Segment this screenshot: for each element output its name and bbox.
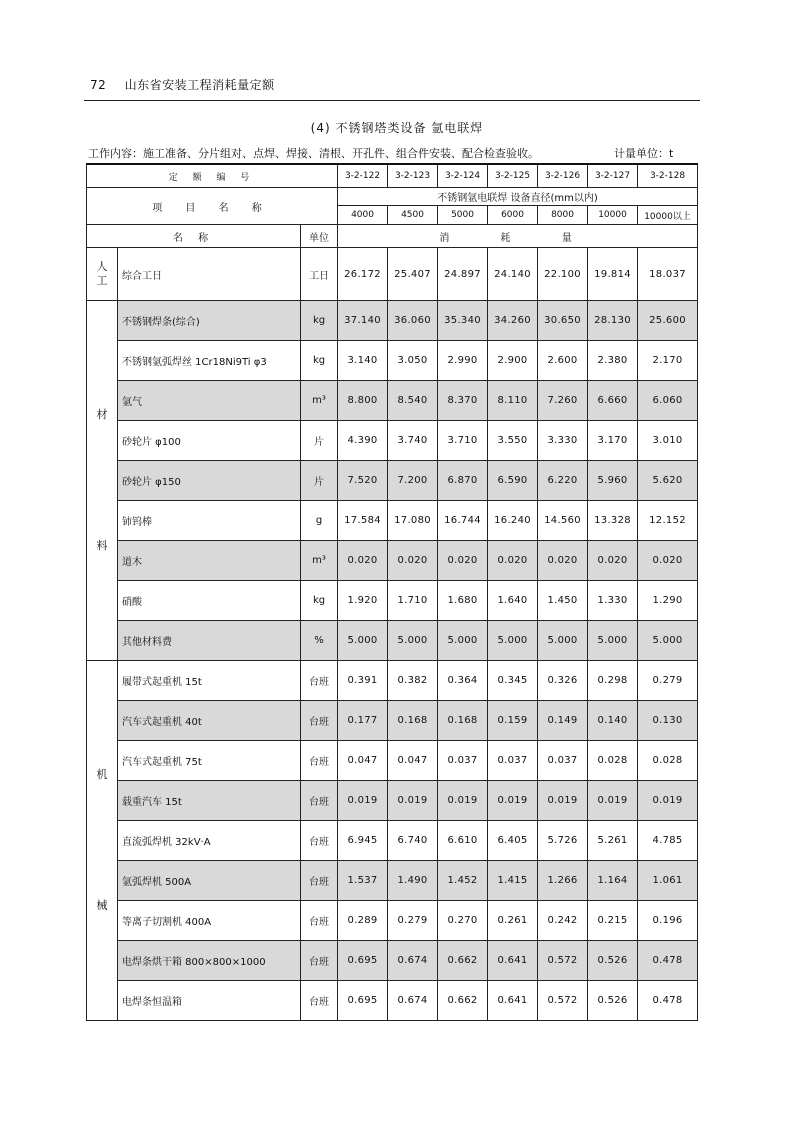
code-cell: 3-2-123 xyxy=(388,164,438,188)
consumption-value: 0.270 xyxy=(438,901,488,941)
consumption-value: 6.660 xyxy=(588,381,638,421)
item-name: 履带式起重机 15t xyxy=(118,661,301,701)
consumption-value: 0.526 xyxy=(588,941,638,981)
consumption-value: 2.990 xyxy=(438,341,488,381)
consumption-value: 6.945 xyxy=(338,821,388,861)
consumption-value: 6.610 xyxy=(438,821,488,861)
consumption-value: 0.047 xyxy=(338,741,388,781)
consumption-value: 16.744 xyxy=(438,501,488,541)
consumption-value: 1.710 xyxy=(388,581,438,621)
item-name: 不锈钢焊条(综合) xyxy=(118,301,301,341)
section-title: (4) 不锈钢塔类设备 氩电联焊 xyxy=(310,121,484,135)
consumption-value: 3.010 xyxy=(638,421,698,461)
item-name: 汽车式起重机 40t xyxy=(118,701,301,741)
item-unit: 片 xyxy=(301,461,338,501)
code-cell: 3-2-126 xyxy=(538,164,588,188)
consumption-value: 1.164 xyxy=(588,861,638,901)
consumption-value: 6.405 xyxy=(488,821,538,861)
item-unit: g xyxy=(301,501,338,541)
diameter-cell: 5000 xyxy=(438,206,488,225)
consumption-value: 8.800 xyxy=(338,381,388,421)
consumption-value: 0.037 xyxy=(488,741,538,781)
diameter-cell: 10000 xyxy=(588,206,638,225)
consumption-value: 25.407 xyxy=(388,248,438,301)
consumption-value: 6.870 xyxy=(438,461,488,501)
unit-column-header: 单位 xyxy=(301,225,338,248)
item-unit: 台班 xyxy=(301,701,338,741)
machinery-row xyxy=(87,901,698,941)
column-header-row xyxy=(87,225,698,248)
consumption-value: 5.000 xyxy=(438,621,488,661)
consumption-value: 16.240 xyxy=(488,501,538,541)
consumption-value: 0.020 xyxy=(338,541,388,581)
machinery-row xyxy=(87,941,698,981)
consumption-value: 0.242 xyxy=(538,901,588,941)
code-cell: 3-2-124 xyxy=(438,164,488,188)
consumption-value: 0.020 xyxy=(388,541,438,581)
item-unit: 台班 xyxy=(301,901,338,941)
page-header xyxy=(90,76,275,93)
consumption-value: 22.100 xyxy=(538,248,588,301)
consumption-value: 19.814 xyxy=(588,248,638,301)
diameter-cell: 10000以上 xyxy=(638,206,698,225)
consumption-value: 0.572 xyxy=(538,941,588,981)
item-name: 道木 xyxy=(118,541,301,581)
item-name: 砂轮片 φ150 xyxy=(118,461,301,501)
material-row xyxy=(87,461,698,501)
consumption-value: 0.364 xyxy=(438,661,488,701)
consumption-value: 0.019 xyxy=(538,781,588,821)
quota-table xyxy=(86,163,698,1021)
consumption-value: 0.215 xyxy=(588,901,638,941)
code-cell: 3-2-127 xyxy=(588,164,638,188)
consumption-value: 0.391 xyxy=(338,661,388,701)
group-char: 人 xyxy=(96,260,108,273)
item-name: 氩气 xyxy=(118,381,301,421)
page-number: 72 xyxy=(90,78,107,92)
consumption-value: 1.920 xyxy=(338,581,388,621)
group-char: 工 xyxy=(96,274,108,287)
material-row xyxy=(87,381,698,421)
consumption-value: 7.520 xyxy=(338,461,388,501)
code-cell: 3-2-125 xyxy=(488,164,538,188)
consumption-value: 3.740 xyxy=(388,421,438,461)
consumption-value: 0.037 xyxy=(538,741,588,781)
consumption-value: 0.019 xyxy=(388,781,438,821)
item-name: 直流弧焊机 32kV·A xyxy=(118,821,301,861)
consumption-value: 36.060 xyxy=(388,301,438,341)
consumption-value: 0.047 xyxy=(388,741,438,781)
consumption-value: 1.415 xyxy=(488,861,538,901)
consumption-value: 6.740 xyxy=(388,821,438,861)
material-row xyxy=(87,501,698,541)
consumption-value: 2.900 xyxy=(488,341,538,381)
consumption-value: 0.019 xyxy=(638,781,698,821)
consumption-value: 1.330 xyxy=(588,581,638,621)
consumption-value: 25.600 xyxy=(638,301,698,341)
material-row xyxy=(87,581,698,621)
consumption-value: 8.540 xyxy=(388,381,438,421)
consumption-value: 3.140 xyxy=(338,341,388,381)
machinery-row xyxy=(87,981,698,1021)
consumption-value: 14.560 xyxy=(538,501,588,541)
material-row xyxy=(87,301,698,341)
machinery-row xyxy=(87,861,698,901)
machinery-row xyxy=(87,781,698,821)
consumption-value: 5.960 xyxy=(588,461,638,501)
consumption-value: 0.695 xyxy=(338,941,388,981)
consumption-value: 1.640 xyxy=(488,581,538,621)
item-name-label: 项 目 名 称 xyxy=(87,188,338,225)
material-row xyxy=(87,421,698,461)
consumption-value: 1.452 xyxy=(438,861,488,901)
work-content: 工作内容：施工准备、分片组对、点焊、焊接、清根、开孔件、组合件安装、配合检查验收。 xyxy=(88,147,539,160)
consumption-value: 0.149 xyxy=(538,701,588,741)
item-unit: 台班 xyxy=(301,821,338,861)
consumption-value: 0.037 xyxy=(438,741,488,781)
consumption-value: 0.641 xyxy=(488,981,538,1021)
header-rule xyxy=(84,100,700,101)
group-char: 材 xyxy=(96,408,108,421)
machinery-row xyxy=(87,661,698,701)
consumption-value: 5.000 xyxy=(338,621,388,661)
consumption-value: 2.170 xyxy=(638,341,698,381)
item-unit: 台班 xyxy=(301,861,338,901)
consumption-value: 0.020 xyxy=(438,541,488,581)
consumption-value: 17.584 xyxy=(338,501,388,541)
code-cell: 3-2-128 xyxy=(638,164,698,188)
name-column-header: 名 称 xyxy=(87,225,301,248)
consumption-value: 0.572 xyxy=(538,981,588,1021)
consumption-value: 5.726 xyxy=(538,821,588,861)
consumption-value: 5.000 xyxy=(488,621,538,661)
material-row xyxy=(87,341,698,381)
item-name: 硝酸 xyxy=(118,581,301,621)
consumption-value: 37.140 xyxy=(338,301,388,341)
diameter-cell: 8000 xyxy=(538,206,588,225)
consumption-value: 0.028 xyxy=(638,741,698,781)
consumption-value: 0.662 xyxy=(438,981,488,1021)
item-unit: 台班 xyxy=(301,941,338,981)
consumption-value: 24.140 xyxy=(488,248,538,301)
consumption-value: 0.130 xyxy=(638,701,698,741)
consumption-value: 0.279 xyxy=(638,661,698,701)
consumption-value: 0.662 xyxy=(438,941,488,981)
machinery-row xyxy=(87,701,698,741)
consumption-value: 0.261 xyxy=(488,901,538,941)
consumption-value: 0.674 xyxy=(388,941,438,981)
diameter-cell: 6000 xyxy=(488,206,538,225)
consumption-value: 2.380 xyxy=(588,341,638,381)
consumption-value: 0.019 xyxy=(488,781,538,821)
item-unit: 片 xyxy=(301,421,338,461)
consumption-value: 0.526 xyxy=(588,981,638,1021)
book-title: 山东省安装工程消耗量定额 xyxy=(124,78,275,92)
consumption-value: 18.037 xyxy=(638,248,698,301)
consumption-value: 0.168 xyxy=(438,701,488,741)
consumption-value: 28.130 xyxy=(588,301,638,341)
consumption-value: 17.080 xyxy=(388,501,438,541)
consumption-value: 0.168 xyxy=(388,701,438,741)
consumption-value: 7.200 xyxy=(388,461,438,501)
consumption-value: 5.620 xyxy=(638,461,698,501)
diameter-cell: 4500 xyxy=(388,206,438,225)
consumption-value: 0.478 xyxy=(638,941,698,981)
consumption-value: 0.020 xyxy=(538,541,588,581)
consumption-value: 0.695 xyxy=(338,981,388,1021)
consumption-value: 34.260 xyxy=(488,301,538,341)
item-unit: kg xyxy=(301,301,338,341)
consumption-value: 3.170 xyxy=(588,421,638,461)
consumption-value: 0.028 xyxy=(588,741,638,781)
item-unit: 台班 xyxy=(301,741,338,781)
machinery-row xyxy=(87,741,698,781)
consumption-value: 5.000 xyxy=(538,621,588,661)
consumption-value: 24.897 xyxy=(438,248,488,301)
consumption-value: 0.641 xyxy=(488,941,538,981)
subheader-row xyxy=(87,188,698,206)
labor-group-label xyxy=(87,248,118,301)
consumption-value: 0.019 xyxy=(438,781,488,821)
item-name: 等离子切割机 400A xyxy=(118,901,301,941)
consumption-header: 消 耗 量 xyxy=(338,225,698,248)
consumption-value: 1.290 xyxy=(638,581,698,621)
group-char: 料 xyxy=(96,539,108,552)
consumption-value: 1.061 xyxy=(638,861,698,901)
item-name: 不锈钢氩弧焊丝 1Cr18Ni9Ti φ3 xyxy=(118,341,301,381)
item-name: 综合工日 xyxy=(118,248,301,301)
code-cell: 3-2-122 xyxy=(338,164,388,188)
consumption-value: 0.019 xyxy=(338,781,388,821)
item-unit: 台班 xyxy=(301,981,338,1021)
group-char: 械 xyxy=(96,899,108,912)
consumption-value: 0.326 xyxy=(538,661,588,701)
consumption-value: 0.674 xyxy=(388,981,438,1021)
material-group-label xyxy=(87,301,118,661)
diameter-cell: 4000 xyxy=(338,206,388,225)
consumption-value: 5.000 xyxy=(588,621,638,661)
material-row xyxy=(87,541,698,581)
item-name: 汽车式起重机 75t xyxy=(118,741,301,781)
item-name: 其他材料费 xyxy=(118,621,301,661)
consumption-value: 0.382 xyxy=(388,661,438,701)
consumption-value: 0.196 xyxy=(638,901,698,941)
item-unit: 工日 xyxy=(301,248,338,301)
consumption-value: 6.220 xyxy=(538,461,588,501)
consumption-value: 30.650 xyxy=(538,301,588,341)
code-row xyxy=(87,164,698,188)
consumption-value: 0.019 xyxy=(588,781,638,821)
consumption-value: 4.785 xyxy=(638,821,698,861)
item-unit: m³ xyxy=(301,541,338,581)
item-unit: m³ xyxy=(301,381,338,421)
item-unit: % xyxy=(301,621,338,661)
consumption-value: 0.140 xyxy=(588,701,638,741)
consumption-value: 0.345 xyxy=(488,661,538,701)
consumption-value: 8.110 xyxy=(488,381,538,421)
item-unit: 台班 xyxy=(301,781,338,821)
machinery-row xyxy=(87,821,698,861)
item-unit: kg xyxy=(301,341,338,381)
consumption-value: 2.600 xyxy=(538,341,588,381)
consumption-value: 26.172 xyxy=(338,248,388,301)
consumption-value: 35.340 xyxy=(438,301,488,341)
consumption-value: 1.537 xyxy=(338,861,388,901)
consumption-value: 5.261 xyxy=(588,821,638,861)
consumption-value: 6.060 xyxy=(638,381,698,421)
consumption-value: 0.289 xyxy=(338,901,388,941)
material-row xyxy=(87,621,698,661)
diameter-subheader: 不锈钢氩电联焊 设备直径(mm以内) xyxy=(338,188,698,206)
consumption-value: 3.050 xyxy=(388,341,438,381)
item-unit: kg xyxy=(301,581,338,621)
consumption-value: 7.260 xyxy=(538,381,588,421)
consumption-value: 1.490 xyxy=(388,861,438,901)
group-char: 机 xyxy=(96,768,108,781)
consumption-value: 0.020 xyxy=(638,541,698,581)
consumption-value: 3.550 xyxy=(488,421,538,461)
consumption-value: 13.328 xyxy=(588,501,638,541)
consumption-value: 0.159 xyxy=(488,701,538,741)
machinery-group-label xyxy=(87,661,118,1021)
consumption-value: 5.000 xyxy=(388,621,438,661)
consumption-value: 0.020 xyxy=(488,541,538,581)
consumption-value: 4.390 xyxy=(338,421,388,461)
consumption-value: 0.279 xyxy=(388,901,438,941)
consumption-value: 0.020 xyxy=(588,541,638,581)
consumption-value: 1.266 xyxy=(538,861,588,901)
measurement-unit: 计量单位：t xyxy=(614,147,674,160)
labor-row xyxy=(87,248,698,301)
item-unit: 台班 xyxy=(301,661,338,701)
consumption-value: 3.710 xyxy=(438,421,488,461)
consumption-value: 5.000 xyxy=(638,621,698,661)
consumption-value: 1.450 xyxy=(538,581,588,621)
consumption-value: 8.370 xyxy=(438,381,488,421)
consumption-value: 1.680 xyxy=(438,581,488,621)
item-name: 砂轮片 φ100 xyxy=(118,421,301,461)
consumption-value: 0.177 xyxy=(338,701,388,741)
quota-code-label: 定 额 编 号 xyxy=(87,164,338,188)
item-name: 铈钨棒 xyxy=(118,501,301,541)
item-name: 电焊条烘干箱 800×800×1000 xyxy=(118,941,301,981)
consumption-value: 6.590 xyxy=(488,461,538,501)
item-name: 氩弧焊机 500A xyxy=(118,861,301,901)
consumption-value: 12.152 xyxy=(638,501,698,541)
consumption-value: 3.330 xyxy=(538,421,588,461)
consumption-value: 0.478 xyxy=(638,981,698,1021)
consumption-value: 0.298 xyxy=(588,661,638,701)
item-name: 载重汽车 15t xyxy=(118,781,301,821)
item-name: 电焊条恒温箱 xyxy=(118,981,301,1021)
